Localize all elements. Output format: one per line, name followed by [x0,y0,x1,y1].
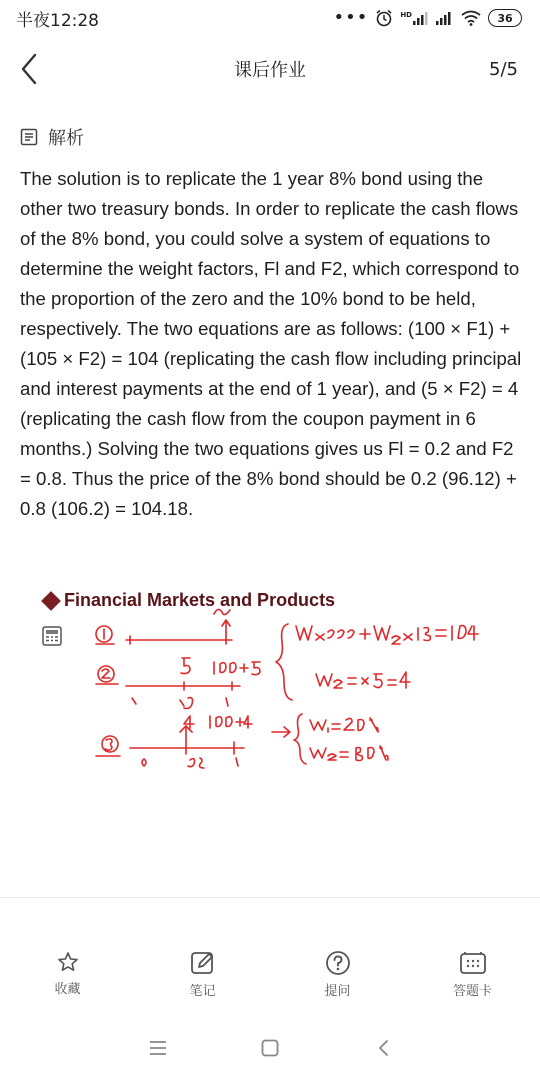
answer-card-label: 答题卡 [452,984,492,999]
hd-label: HD [400,11,412,19]
back-triangle-icon[interactable] [374,1038,394,1058]
handwriting-drawing [34,582,504,782]
favorite-button[interactable] [0,950,135,1020]
more-dots-icon: ••• [333,7,369,28]
bottom-action-bar [0,950,540,1020]
answer-card-icon [459,950,487,976]
wifi-icon [461,10,481,26]
question-icon [325,950,351,976]
ask-button[interactable] [270,950,405,1020]
note-button[interactable] [135,950,270,1020]
star-icon [56,950,80,974]
answer-card-button[interactable] [405,950,540,1020]
analysis-body: The solution is to replicate the 1 year 8% bond using the other two treasury bonds. In order to replicate the cash flows of the 8% bond, you could solve a system of equations to determine the weight factors, Fl and F2, which correspond to the proportion of the zero and the 10% bond to be held, respectively. The two equations are as follows: (100 × F1) + (105 × F2) = 104 (replicating the cash flow including principal and interest payments at the end of 1 year), and (5 × F2) = 4 (replicating the cash flow from the coupon payment in 6 months.) Solving the two equations gives us Fl = 0.2 and F2 = 0.8. Thus the price of the 8% bond should be 0.2 (96.12) + 0.8 (106.2) = 104.18. [20,168,522,519]
divider [0,897,540,898]
page-title: 课后作业 [234,60,306,81]
battery-level: 36 [488,9,522,27]
menu-icon[interactable] [148,1038,168,1058]
status-icons [333,9,522,27]
hd-signal-icon [400,11,429,25]
battery-icon [488,9,522,27]
status-time: 半夜12:28 [16,10,99,31]
alarm-icon [375,9,393,27]
document-icon [20,128,38,146]
analysis-title: 解析 [48,128,84,149]
ask-label: 提问 [324,984,351,999]
nav-bar [0,44,540,94]
handwritten-solution-image[interactable] [34,582,504,782]
back-button[interactable] [14,52,44,86]
question-progress: 5/5 [489,58,518,80]
analysis-header [20,124,84,150]
home-icon[interactable] [260,1038,280,1058]
note-edit-icon [190,950,216,976]
system-nav-bar [0,1030,540,1070]
chevron-left-icon [20,53,38,85]
signal-icon [436,11,454,25]
favorite-label: 收藏 [54,982,81,997]
note-label: 笔记 [189,984,216,999]
status-bar [0,0,540,36]
photo-title-text: Financial Markets and Products [64,590,336,610]
